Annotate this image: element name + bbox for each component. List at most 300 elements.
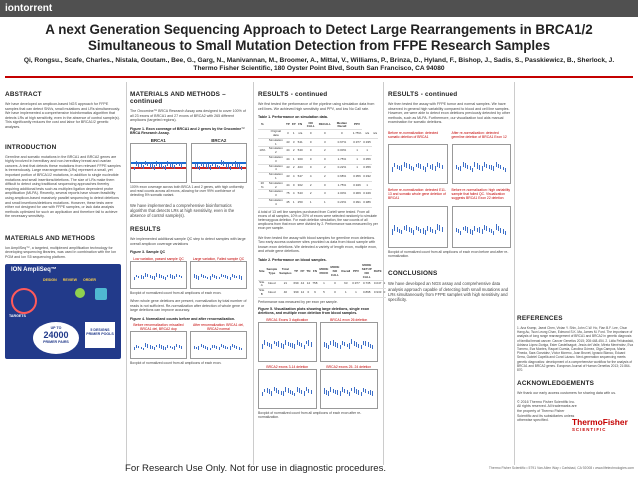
boxplot-mark	[477, 163, 478, 168]
boxplot-mark	[328, 345, 329, 349]
boxplot-mark	[297, 340, 298, 345]
boxplot-mark	[278, 341, 279, 346]
boxplot-mark	[136, 345, 137, 348]
table-cell: 2	[291, 147, 297, 156]
boxplot-mark	[267, 342, 268, 347]
renormalization-text: When whole gene deletions are present, normalization by total number of reads is not sufficient. Re-normalization after detection of whole gene or large deletions can improve accuracy.	[130, 299, 247, 313]
methods-heading: MATERIALS AND METHODS	[5, 234, 96, 242]
boxplot-mark	[225, 275, 226, 279]
designs-label: 5 DESIGNS	[90, 327, 110, 332]
boxplot-mark	[167, 345, 168, 348]
table-cell: 43	[285, 164, 291, 173]
column-5	[517, 81, 634, 463]
primer-pools-label: PRIMER POOLS	[86, 331, 114, 336]
table-header-cell: Sample Type	[266, 264, 279, 280]
boxplot-mark	[134, 277, 135, 280]
table-cell: Simulation 3	[267, 155, 285, 164]
boxplot-mark	[152, 163, 153, 168]
boxplot-mark	[143, 348, 144, 350]
boxplot-mark	[159, 163, 160, 167]
boxplot-mark	[219, 166, 220, 169]
boxplot-mark	[358, 344, 359, 348]
boxplot-mark	[143, 165, 144, 169]
boxplot-mark	[239, 275, 240, 279]
ffpe-panel-1	[388, 131, 448, 184]
methods-cont-heading: MATERIALS AND METHODS – continued	[130, 91, 226, 105]
table-cell: 21	[278, 280, 292, 289]
boxplot-mark	[176, 274, 177, 277]
table-cell: 1.75%	[332, 181, 352, 190]
boxplot-mark	[203, 275, 204, 278]
boxplot-mark	[486, 164, 487, 168]
boxplot-mark	[435, 230, 436, 234]
figure-4-caption: Figure 4. Normalized counts before and after renormalization.	[130, 316, 236, 321]
boxplot-mark	[239, 347, 240, 350]
after-renorm-label: After renormalization: BRCA1 del, BRCA2 normal	[193, 323, 244, 332]
boxplot-mark	[161, 345, 162, 349]
table-cell: 3	[318, 190, 332, 199]
table-cell: 5	[318, 289, 329, 298]
title-line-1: A next Generation Sequencing Approach to Detect Large Rearrangements in BRCA1/2	[45, 22, 593, 37]
table-cell: n/a	[297, 130, 304, 139]
boxplot-mark	[145, 273, 146, 276]
figure-1-caption: Figure 1. Exon coverage of BRCA1 and 2 genes by the Oncomine™ BRCA Research Assay.	[130, 126, 245, 136]
boxplot-mark	[493, 166, 494, 171]
table-header-cell: TN	[305, 264, 311, 280]
boxplot-mark	[161, 164, 162, 168]
table-cell: 0	[304, 164, 318, 173]
table-1	[258, 122, 378, 208]
boxplot-mark	[432, 229, 433, 233]
target-icon	[11, 288, 37, 314]
table-2-note: Performance was measured by per exon per sample.	[258, 299, 338, 304]
boxplot-mark	[472, 230, 473, 235]
table-cell: 44	[300, 280, 306, 289]
boxplot-mark	[498, 164, 499, 168]
table-cell: 0.22%	[332, 164, 352, 173]
boxplot-mark	[138, 162, 139, 167]
table-cell: 1	[291, 130, 297, 139]
boxplot-mark	[269, 389, 270, 394]
boxplot-mark	[439, 163, 440, 168]
table-header-cell: %	[258, 122, 267, 130]
table-cell: 40	[278, 289, 292, 298]
boxplot-mark	[150, 345, 151, 348]
boxplot-mark	[370, 390, 371, 395]
boxplot-mark	[418, 227, 419, 231]
boxplot-mark	[228, 164, 229, 168]
boxplot-mark	[484, 225, 485, 230]
table-cell: Simulation 2	[267, 147, 285, 156]
boxplot-mark	[423, 166, 424, 171]
table-cell: 0.23%	[332, 198, 352, 207]
boxplot-mark	[288, 342, 289, 346]
plot-brca1-dup	[258, 318, 317, 362]
table-cell: 1	[291, 155, 297, 164]
boxplot-mark	[212, 162, 213, 166]
boxplot-mark	[152, 346, 153, 349]
table-cell: 20 %	[258, 181, 267, 190]
thermofisher-logo	[572, 418, 628, 434]
boxplot-mark	[274, 387, 275, 391]
table-cell	[258, 155, 267, 164]
ffpe-text: We then tested the assay with FFPE tumor and normal samples. We have observed in general high variability compared to blood and cell line samples. However, we were able to detect exon deletions previously detected by other methods, such as MLPA. Furthermore, our visualization tool aids manual examination for somatic deletions.	[388, 102, 511, 125]
boxplot-mark	[145, 343, 146, 347]
table-cell: 0.956	[362, 164, 372, 173]
boxplot-mark	[370, 344, 371, 349]
boxplot-mark	[301, 343, 302, 347]
boxplot-mark	[460, 166, 461, 171]
table-cell: 1	[351, 289, 361, 298]
boxplot-mark	[372, 391, 373, 396]
boxplot-mark	[401, 165, 402, 170]
plot-brca1-del	[320, 318, 379, 362]
boxplot-mark	[179, 275, 180, 278]
boxplot-mark	[430, 227, 431, 232]
boxplot-mark	[195, 163, 196, 168]
boxplot-mark	[500, 228, 501, 233]
methods-cont-text: The Oncomine™ BRCA Research Assay was designed to cover 100% of all 23 exons of BRCA1 and 27 exons of BRCA2 with 265 different amplicons (targeted regions).	[130, 109, 246, 123]
boxplot-mark	[147, 163, 148, 167]
boxplot-mark	[416, 164, 417, 167]
table-header-cell: PPV	[352, 122, 363, 130]
boxplot-mark	[179, 163, 180, 166]
column-3	[258, 81, 386, 463]
table-cell: Site A	[259, 279, 265, 288]
algorithm-text: We have implemented a comprehensive bioinformatics algorithm that detects LRs at high sensitivity, even in the absence of control sample(s).	[130, 203, 235, 219]
boxplot-mark	[368, 342, 369, 347]
boxplot-mark	[363, 341, 364, 344]
qc-pass-label: Low variation, passed sample QC	[133, 256, 184, 261]
boxplot-mark	[212, 274, 213, 278]
boxplot-mark	[467, 165, 468, 169]
boxplot-mark	[152, 276, 153, 278]
boxplot-mark	[262, 344, 263, 349]
table-cell: 9	[311, 289, 318, 298]
boxplot-mark	[276, 342, 277, 345]
table-cell: 540	[297, 147, 304, 156]
boxplot-mark	[297, 387, 298, 393]
boxplot-mark	[165, 347, 166, 350]
boxplot-mark	[165, 277, 166, 280]
boxplot-mark	[491, 165, 492, 170]
boxplot-mark	[239, 164, 240, 169]
boxplot-mark	[179, 345, 180, 348]
boxplot-mark	[232, 162, 233, 166]
table-cell: 2	[318, 147, 332, 156]
boxplot-mark	[409, 164, 410, 168]
figure-1	[130, 138, 247, 183]
boxplot-mark	[324, 342, 325, 347]
boxplot-mark	[241, 166, 242, 171]
boxplot-mark	[154, 276, 155, 280]
table-cell: 543	[297, 190, 304, 199]
boxplot-mark	[333, 340, 334, 346]
table-cell: n/a	[362, 130, 372, 139]
boxplot-mark	[201, 162, 202, 166]
table-cell: 2	[304, 190, 318, 199]
boxplot-mark	[418, 163, 419, 168]
table-cell: 0.969	[352, 190, 363, 199]
boxplot-mark	[394, 163, 395, 167]
table-cell: 0	[291, 181, 297, 190]
before-renorm-plot	[130, 331, 187, 359]
boxplot-mark	[326, 390, 327, 395]
boxplot-mark	[145, 161, 146, 165]
boxplot-mark	[216, 346, 217, 350]
boxplot-mark	[330, 341, 331, 345]
boxplot-mark	[196, 347, 197, 349]
results-cont-heading: RESULTS - continued	[258, 91, 328, 98]
table-cell: 4	[291, 173, 297, 182]
boxplot-mark	[232, 274, 233, 277]
table-cell: 44	[285, 147, 291, 156]
boxplot-mark	[470, 166, 471, 170]
table-cell: 10%	[258, 147, 267, 156]
plot-area	[452, 144, 512, 184]
table-row	[258, 130, 378, 139]
boxplot-mark	[221, 344, 222, 347]
table-cell: Simulation 4	[267, 198, 285, 207]
table-header-cell: RECALL	[318, 122, 332, 130]
boxplot-mark	[288, 388, 289, 393]
boxplot-mark	[482, 229, 483, 235]
designs-box	[85, 322, 115, 348]
after-renorm-panel	[190, 323, 247, 359]
table-cell: 3	[285, 130, 291, 139]
qc-fail-label: Large variation, Failed sample QC	[192, 256, 245, 261]
boxplot-mark	[442, 165, 443, 169]
intro-text: Germline and somatic mutations in the BRCA1 and BRCA2 genes are highly involved in hereditary and non-hereditary breast and ovarian cancers. A test that detects these mutations from relevant FFPE samples is tremendously. Large rearrangements (LRs) represent a small, yet important portion of BRCA1/2 mutations, in addition to single nucleotide mutations and small insertions/deletions. The size of LRs make them difficult to detect using traditional sequencing approaches thereby requiring additional tests such as multiplex ligation dependent probe amplification (MLPA). Recently, several reports have shown feasibility using amplicon-based massively parallel sequencing to detect deletions and small insertions/deletions mutations. However, these tests were either not designed for use with FFPE samples, or lack data analysis methods optimized for such an application and therefore fail to achieve the necessary sensitivity.	[5, 154, 121, 219]
boxplot-mark	[299, 342, 300, 347]
table-header-cell: Median Recall	[332, 122, 352, 130]
table-header-cell: FP	[291, 122, 297, 130]
boxplot-mark	[399, 229, 400, 233]
table-cell: 4	[304, 173, 318, 182]
boxplot-mark	[227, 347, 228, 349]
boxplot-mark	[349, 343, 350, 348]
boxplot-mark	[167, 161, 168, 166]
figure-4	[130, 323, 247, 359]
boxplot-mark	[458, 167, 459, 170]
ampliseq-brand: ION AmpliSeq™	[11, 266, 57, 273]
boxplot-mark	[212, 345, 213, 347]
boxplot-mark	[439, 225, 440, 231]
before-renorm-label: Before renormalization: miscalled BRCA1 del, BRCA2 dup	[133, 323, 184, 332]
ampliseq-workflow-diagram	[5, 264, 121, 359]
boxplot-mark	[271, 344, 272, 348]
boxplot-mark	[479, 165, 480, 170]
boxplot-mark	[226, 163, 227, 168]
boxplot-mark	[214, 275, 215, 278]
boxplot-mark	[361, 345, 362, 349]
table-cell: 0.949	[362, 190, 372, 199]
primer-count-unit: PRIMER PAIRS	[43, 339, 69, 344]
ffpe-figure-grid	[388, 131, 511, 248]
boxplot-mark	[368, 391, 369, 394]
before-renorm-panel	[130, 323, 187, 359]
boxplot-mark	[198, 346, 199, 350]
boxplot-mark	[281, 391, 282, 394]
ffpe-panel-4	[452, 188, 512, 248]
footer-disclaimer: For Research Use Only. Not for use in diagnostic procedures.	[125, 463, 387, 474]
qc-fail-plot	[190, 261, 247, 289]
table-header-cell: PPV	[351, 264, 361, 280]
plot-area	[320, 369, 379, 409]
boxplot-mark	[221, 274, 222, 277]
table-header-cell: Total Samples	[278, 264, 292, 280]
ffpe-panel-2	[452, 131, 512, 184]
boxplot-mark	[503, 167, 504, 171]
boxplot-mark	[176, 162, 177, 166]
boxplot-mark	[285, 387, 286, 392]
boxplot-mark	[141, 164, 142, 169]
boxplot-mark	[456, 228, 457, 233]
boxplot-mark	[205, 276, 206, 279]
table-cell: 1	[318, 280, 329, 289]
boxplot-mark	[219, 347, 220, 350]
boxplot-mark	[472, 168, 473, 172]
table-cell: 0	[304, 138, 318, 147]
boxplot-mark	[163, 276, 164, 279]
column-2	[130, 81, 247, 463]
boxplot-mark	[262, 392, 263, 396]
boxplot-mark	[235, 161, 236, 167]
table-cell: Original data	[267, 130, 285, 139]
workflow-steps	[43, 278, 96, 282]
boxplot-mark	[500, 165, 501, 169]
boxplot-mark	[344, 342, 345, 346]
boxplot-mark	[237, 163, 238, 168]
table-cell: 1	[304, 198, 318, 207]
boxplot-mark	[141, 347, 142, 350]
boxplot-mark	[278, 390, 279, 394]
boxplot-mark	[404, 226, 405, 230]
boxplot-mark	[401, 230, 402, 234]
table-cell: 3	[291, 138, 297, 147]
brca1-coverage-plot	[130, 143, 187, 183]
boxplot-mark	[365, 389, 366, 393]
boxplot-mark	[328, 391, 329, 396]
boxplot-mark	[285, 340, 286, 344]
boxplot-mark	[491, 229, 492, 233]
boxplot-mark	[165, 165, 166, 170]
boxplot-mark	[181, 346, 182, 349]
table-cell: 0.932	[362, 173, 372, 182]
boxplot-mark	[283, 391, 284, 396]
figure-3-note: Boxplot of normalized count from all amplicons of each exon.	[130, 290, 222, 295]
boxplot-mark	[215, 163, 216, 167]
boxplot-mark	[465, 163, 466, 168]
boxplot-mark	[498, 226, 499, 231]
table-cell: 44	[285, 181, 291, 190]
boxplot-mark	[333, 389, 334, 393]
boxplot-mark	[420, 164, 421, 169]
table-cell: 0	[318, 130, 332, 139]
table-cell: 699	[293, 280, 300, 289]
boxplot-mark	[347, 344, 348, 348]
boxplot-mark	[463, 227, 464, 231]
figure-3	[130, 257, 247, 289]
boxplot-mark	[356, 389, 357, 394]
boxplot-mark	[163, 346, 164, 349]
table-cell: 0.977	[351, 280, 361, 289]
step-design: DESIGN	[43, 277, 57, 282]
boxplot-mark	[354, 387, 355, 392]
table-2-title: Table 2. Performance on blood samples.	[258, 257, 327, 262]
plot-brca2-del-25-24	[320, 365, 379, 409]
table-cell: 1	[362, 147, 372, 156]
table-header-cell: TP	[293, 264, 300, 280]
table-cell: 0	[305, 289, 311, 298]
boxplot-mark	[206, 162, 207, 167]
blood-samples-text: We then tested the assay with blood samples for germline exon deletions. Two early access customer sites provided us data from blood sample with known exon deletions. We detected a variety of length exon, multiple exon, and whole gene deletions.	[258, 235, 377, 254]
table-cell: 0.991	[352, 198, 363, 207]
column-separator	[514, 82, 515, 465]
plot-title: BRCA2 exons 3-14 deletion	[266, 364, 309, 369]
boxplot-mark	[397, 165, 398, 169]
boxplot-mark	[161, 275, 162, 278]
table-cell: 0	[383, 289, 387, 298]
figure-4-note: Boxplot of normalized count from all amplicons of each exon.	[130, 361, 222, 366]
boxplot-mark	[214, 345, 215, 349]
figure-1-note: 100% exon coverage across both BRCA 1 and 2 genes, with high uniformity and read counts across all exons, allowing for over 99% confidence of detecting 5% somatic variant.	[130, 184, 244, 197]
boxplot-mark	[198, 276, 199, 279]
table-cell: 0.00%	[332, 147, 352, 156]
table-cell: Simulation 4	[267, 164, 285, 173]
table-header-cell: RATE	[373, 264, 383, 280]
boxplot-mark	[392, 229, 393, 235]
boxplot-mark	[201, 344, 202, 348]
boxplot-mark	[217, 165, 218, 169]
methods-text: Ion AmpliSeq™, a targeted, multiplexed amplification technology for developing sequencing libraries, was used in combination with the Ion PGM and Ion S5 sequencing platform.	[5, 245, 117, 260]
order-icon	[95, 288, 107, 300]
boxplot-mark	[143, 276, 144, 279]
boxplot-mark	[141, 275, 142, 279]
boxplot-mark	[409, 227, 410, 232]
boxplot-mark	[479, 227, 480, 233]
step-review: REVIEW	[62, 277, 77, 282]
boxplot-mark	[413, 167, 414, 171]
primer-count: 24000	[43, 329, 69, 340]
boxplot-mark	[358, 390, 359, 395]
figure-5-grid	[258, 318, 378, 409]
boxplot-mark	[159, 274, 160, 277]
column-separator	[126, 82, 127, 465]
table-cell: 1	[352, 164, 363, 173]
logo-line-2: SCIENTIFIC	[572, 427, 607, 432]
boxplot-mark	[136, 275, 137, 278]
table-cell: Site B	[259, 288, 265, 296]
plot-area	[452, 206, 512, 248]
boxplot-mark	[299, 388, 300, 393]
plot-area	[388, 144, 448, 184]
table-cell: 12	[300, 289, 306, 298]
table-cell: Simulation 2	[267, 181, 285, 190]
plot-area	[388, 206, 448, 248]
table-cell: 0.933	[373, 289, 383, 298]
boxplot-mark	[271, 391, 272, 396]
boxplot-mark	[223, 345, 224, 348]
table-cell: 4	[291, 190, 297, 199]
table-cell	[258, 164, 267, 173]
boxplot-mark	[221, 160, 222, 165]
table-cell: 2	[291, 164, 297, 173]
table-cell: 3	[318, 138, 332, 147]
boxplot-mark	[264, 389, 265, 393]
column-4	[388, 81, 511, 463]
column-1	[5, 81, 122, 463]
